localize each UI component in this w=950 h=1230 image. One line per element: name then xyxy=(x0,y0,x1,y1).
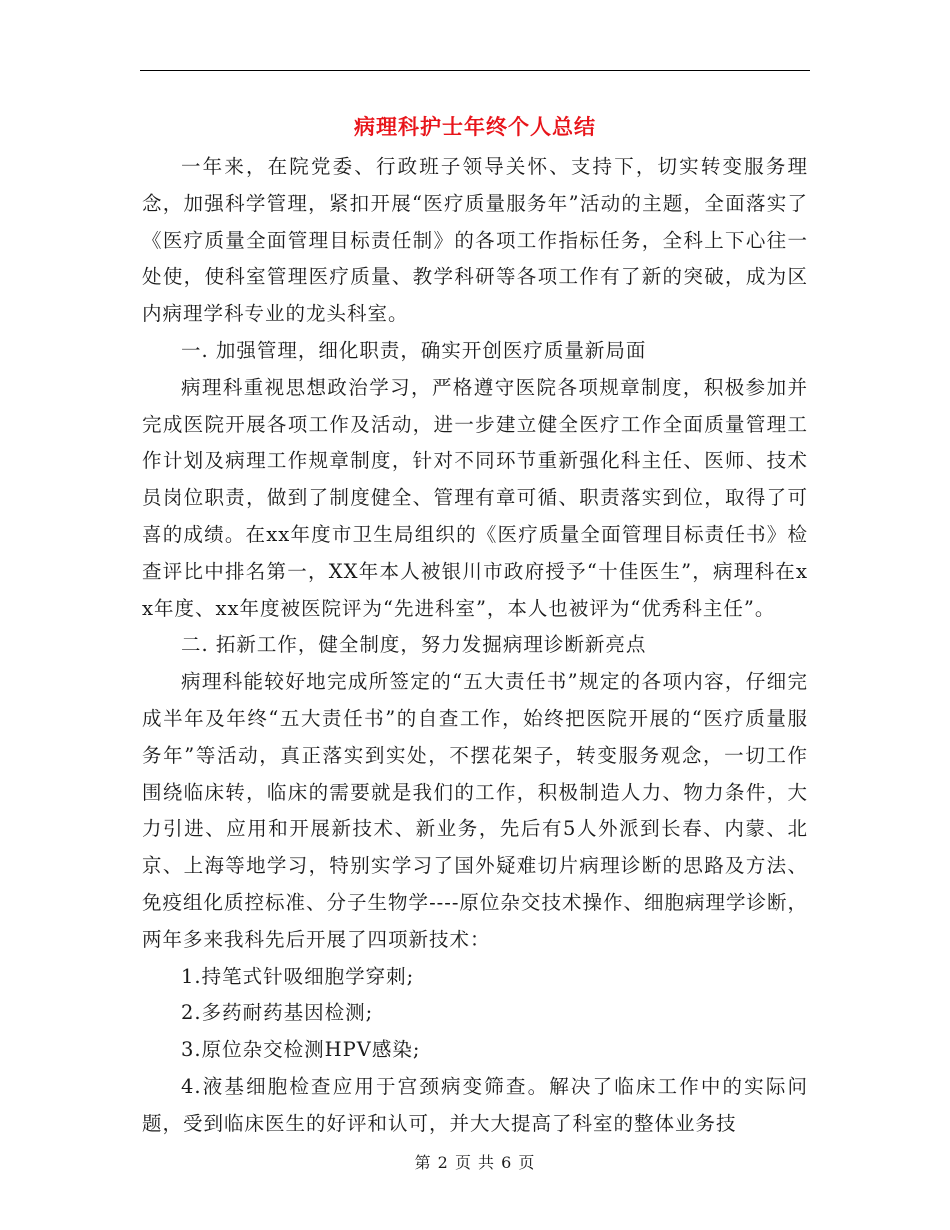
paragraph-intro: 一年来，在院党委、行政班子领导关怀、支持下，切实转变服务理念，加强科学管理，紧扣开展“医疗质量服务年”活动的主题，全面落实了《医疗质量全面管理目标责任制》的各项工作指标任务，全科上下心往一处使，使科室管理医疗质量、教学科研等各项工作有了新的突破，成为区内病理学科专业的龙头科室。 xyxy=(142,155,808,326)
section-heading-1: 一. 加强管理，细化职责，确实开创医疗质量新局面 xyxy=(181,338,647,362)
document-title: 病理科护士年终个人总结 xyxy=(354,114,596,139)
paragraph-section-1: 病理科重视思想政治学习，严格遵守医院各项规章制度，积极参加并完成医院开展各项工作及活动，进一步建立健全医疗工作全面质量管理工作计划及病理工作规章制度，针对不同环节重新强化科主任、医师、技术员岗位职责，做到了制度健全、管理有章可循、职责落实到位，取得了可喜的成绩。在xx年度市卫生局组织的《医疗质量全面管理目标责任书》检查评比中排名第一，XX年本人被银川市政府授予“十佳医生”，病理科在xx年度、xx年度被医院评为“先进科室”，本人也被评为“优秀科主任”。 xyxy=(142,375,808,620)
header-rule xyxy=(140,70,810,71)
list-item-4: 4.液基细胞检查应用于宫颈病变筛查。解决了临床工作中的实际问题，受到临床医生的好评和认可，并大大提高了科室的整体业务技 xyxy=(142,1074,808,1135)
page-number: 第 2 页 共 6 页 xyxy=(414,1153,536,1172)
paragraph-section-2: 病理科能较好地完成所签定的“五大责任书”规定的各项内容，仔细完成半年及年终“五大责任书”的自查工作，始终把医院开展的“医疗质量服务年”等活动，真正落实到实处，不摆花架子，转变服务观念，一切工作围绕临床转，临床的需要就是我们的工作，积极制造人力、物力条件，大力引进、应用和开展新技术、新业务，先后有5人外派到长春、内蒙、北京、上海等地学习，特别实学习了国外疑难切片病理诊断的思路及方法、免疫组化质控标准、分子生物学----原位杂交技术操作、细胞病理学诊断，两年多来我科先后开展了四项新技术： xyxy=(142,670,808,951)
section-heading-2: 二. 拓新工作，健全制度，努力发掘病理诊断新亮点 xyxy=(181,633,647,657)
list-item-1: 1.持笔式针吸细胞学穿刺; xyxy=(181,964,415,988)
list-item-3: 3.原位杂交检测HPV感染; xyxy=(181,1038,421,1062)
list-item-2: 2.多药耐药基因检测; xyxy=(181,1001,374,1025)
document-body xyxy=(142,149,808,1143)
